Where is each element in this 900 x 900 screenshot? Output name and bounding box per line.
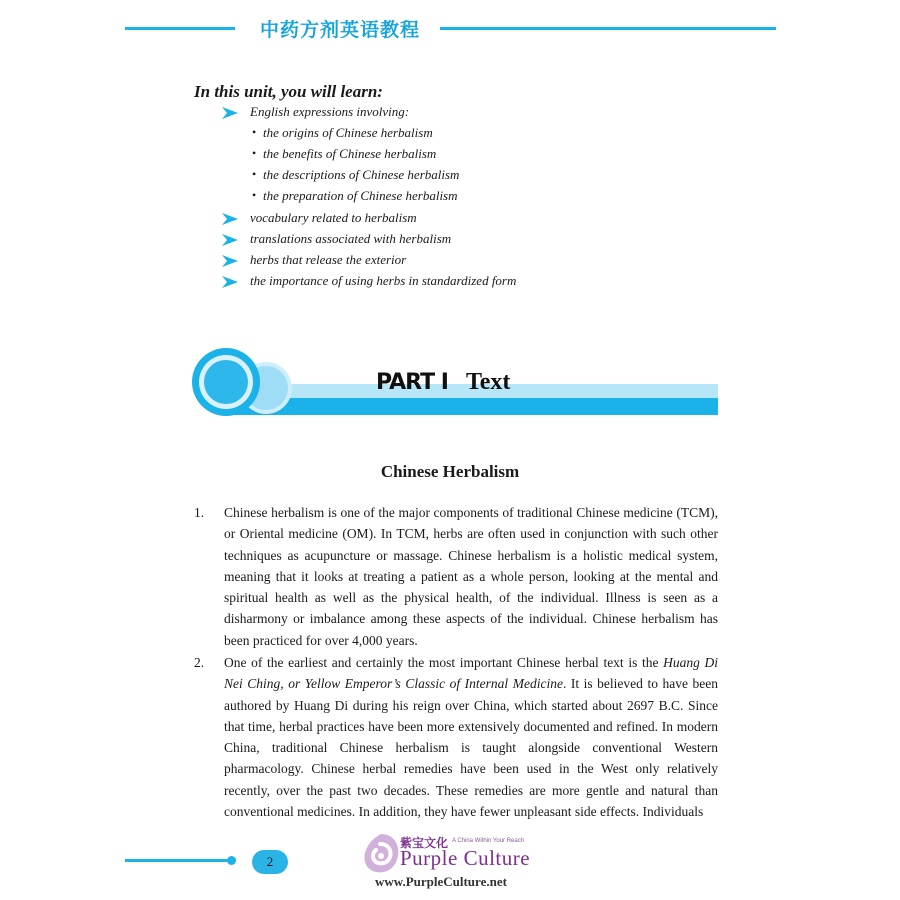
objective-item: translations associated with herbalism	[250, 231, 452, 246]
footer-dot	[227, 856, 236, 865]
objective-subitem: the preparation of Chinese herbalism	[263, 188, 458, 203]
header-rule-right	[440, 27, 776, 30]
paragraph-body	[224, 652, 719, 820]
arrow-bullet-icon	[222, 213, 238, 225]
purple-culture-logo-icon	[360, 832, 402, 876]
objective-item: English expressions involving:	[250, 104, 410, 119]
bullet-dot: •	[252, 125, 257, 139]
paragraph-body: Chinese herbalism is one of the major components of traditional Chinese medicine (TCM), or Oriental medicine (OM). In TCM, herbs are often used in conjunction with such other techniques as acupuncture or massage. Chinese herbalism is a holistic medical system, meaning that it looks at treating a patient as a whole person, looking at the mental and spiritual health as well as the physical health, of the individual. Illness is seen as a disharmony or imbalance among these aspects of the individual. Chinese herbalism has been practiced for over 4,000 years.	[224, 505, 718, 648]
book-title: 中药方剂英语教程	[259, 19, 420, 41]
part-heading	[376, 369, 510, 396]
page-number: 2	[252, 850, 288, 874]
bullet-dot: •	[252, 188, 257, 202]
paragraph-text: . It is believed to have been authored by Huang Di during his reign over China, which started about 2697 B.C. Since that time, herbal practices have been more extensively documented and refined. In modern China, traditional Chinese herbalism is taught alongside conventional Western pharmacology. Chinese herbal remedies have been used in the West only relatively recently, over the past two decades. These remedies are more gentle and natural than conventional medicines. In addition, they have fewer unpleasant side effects. Individuals	[224, 676, 718, 820]
header-rule-left	[125, 27, 235, 30]
objective-subitem: the origins of Chinese herbalism	[263, 125, 433, 140]
bullet-dot: •	[252, 167, 257, 181]
objectives-heading: In this unit, you will learn:	[194, 82, 383, 101]
paragraph-number: 1.	[194, 505, 205, 520]
part-label: Text	[465, 369, 511, 395]
watermark-brand: Purple Culture	[400, 846, 531, 870]
paragraph-number: 2.	[194, 655, 205, 670]
watermark-tagline: A China Within Your Reach	[452, 838, 525, 844]
arrow-bullet-icon	[222, 234, 238, 246]
watermark-chinese: 紫宝文化	[400, 836, 449, 850]
bullet-dot: •	[252, 146, 257, 160]
objective-item: vocabulary related to herbalism	[250, 210, 417, 225]
arrow-bullet-icon	[222, 276, 238, 288]
objective-subitem: the benefits of Chinese herbalism	[263, 146, 437, 161]
footer-rule	[125, 859, 231, 862]
objective-item: herbs that release the exterior	[250, 252, 407, 267]
paragraph-text: One of the earliest and certainly the most important Chinese herbal text is the	[224, 655, 664, 670]
watermark-url: www.PurpleCulture.net	[375, 874, 507, 889]
section-title: Chinese Herbalism	[380, 462, 520, 481]
arrow-bullet-icon	[222, 255, 238, 267]
arrow-bullet-icon	[222, 107, 238, 119]
objective-subitem: the descriptions of Chinese herbalism	[263, 167, 460, 182]
book-title-citation: Huang Di Nei Ching, or Yellow Emperor’s Classic of Internal Medicine	[224, 655, 719, 692]
part-number: PART I	[376, 370, 448, 395]
objective-item: the importance of using herbs in standardized form	[250, 273, 517, 288]
